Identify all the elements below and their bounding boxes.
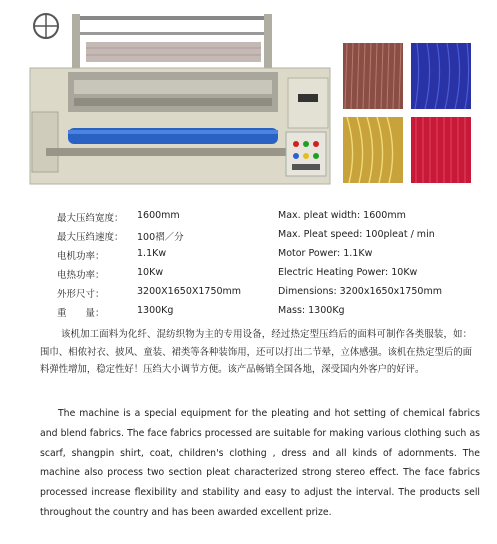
spec-en: Dimensions: 3200x1650x1750mm (278, 286, 442, 297)
spec-cn-label: 电热功率： (57, 270, 105, 281)
spec-en: Motor Power: 1.1Kw (278, 248, 373, 259)
spec-en: Electric Heating Power: 10Kw (278, 267, 418, 278)
fabric-swatches (343, 43, 471, 185)
spec-cn-label: 外形尺寸： (57, 289, 105, 300)
swatch-brown (343, 43, 403, 109)
spec-cn-label: 最大压绉宽度： (57, 213, 124, 224)
description-chinese: 该机加工面料为化纤、混纺织物为主的专用设备，经过热定型压绉后的面料可制作各类服装，如：围巾、相侬衬衣、披风、童装、裙类等各种装饰用，还可以打出二节晕，立体感强。该机在热定型后的面料弹性增加，稳定性好！压绉大小调节方便。该产品畅销全国各地，深受国内外客户的好评。 (40, 329, 472, 375)
swatch-blue (411, 43, 471, 109)
spec-cn-label: 电机功率： (57, 251, 105, 262)
spec-en: Max. Pleat speed: 100pleat / min (278, 229, 435, 240)
spec-cn-value: 1300Kg (137, 305, 174, 316)
swatch-gold (343, 117, 403, 183)
spec-en: Mass: 1300Kg (278, 305, 345, 316)
spec-cn-value: 3200X1650X1750mm (137, 286, 242, 297)
spec-cn-label: 最大压绉速度： (57, 232, 124, 243)
spec-cn-value: 1.1Kw (137, 248, 167, 259)
spec-cn-label: 重 量： (57, 308, 105, 319)
description-english: The machine is a special equipment for the pleating and hot setting of chemical fabrics and blend fabrics. The face fabrics processed are suitable for making various clothing such as scarf, shangpin shirt, coat, children's clothing , dress and all kinds of adornments. The machine also process two section pleat characterized strong stereo effect. The face fabrics processed increase flexibility and stability and easy to adjust the interval. The products sell throughout the country and has been awarded excellent prize. (40, 408, 480, 518)
pleating-machine-image (28, 8, 333, 188)
spec-cn-value: 1600mm (137, 210, 180, 221)
spec-cn-value: 100褶／分 (137, 232, 184, 243)
spec-cn-value: 10Kw (137, 267, 164, 278)
spec-en: Max. pleat width: 1600mm (278, 210, 406, 221)
swatch-red (411, 117, 471, 183)
